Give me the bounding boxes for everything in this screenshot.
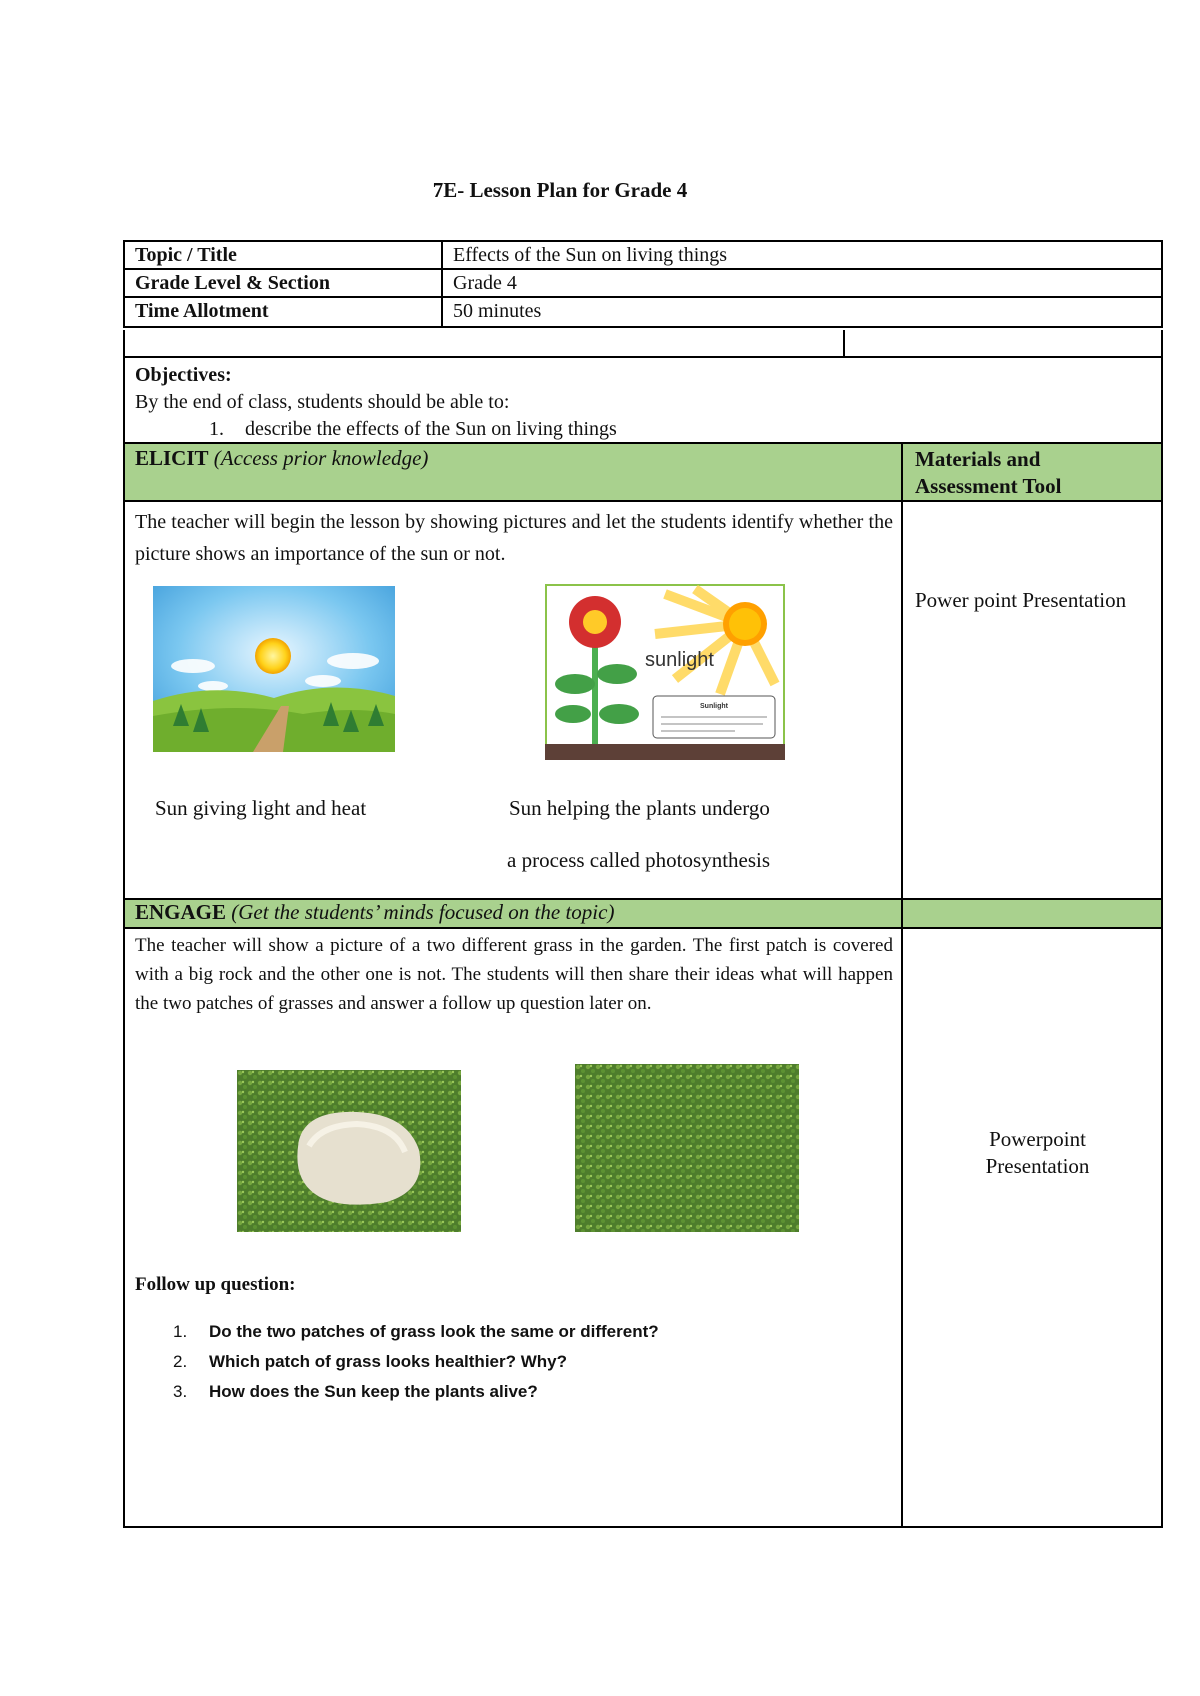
info-label: Topic / Title	[125, 242, 443, 268]
caption-sun-light-heat: Sun giving light and heat	[155, 796, 367, 820]
objectives-heading: Objectives:	[135, 364, 232, 386]
elicit-material: Power point Presentation	[915, 588, 1127, 612]
objectives-section	[135, 362, 617, 443]
objective-item	[135, 416, 617, 443]
info-label: Grade Level & Section	[125, 270, 443, 296]
lesson-table	[123, 356, 1163, 1528]
engage-material: Powerpoint Presentation	[985, 1127, 1090, 1178]
elicit-heading: ELICIT	[135, 446, 209, 470]
info-value: Effects of the Sun on living things	[453, 244, 728, 266]
objective-text: describe the effects of the Sun on living things	[245, 418, 617, 440]
blank-row	[123, 330, 1163, 358]
info-table	[123, 240, 1163, 328]
sun-icon	[255, 638, 291, 674]
objective-num: 1.	[209, 418, 224, 440]
svg-text:Sunlight: Sunlight	[700, 703, 728, 710]
objectives-intro: By the end of class, students should be able to:	[135, 391, 510, 413]
caption-photosynthesis-2: a process called photosynthesis	[507, 848, 771, 872]
sunlight-label: sunlight	[645, 649, 714, 671]
question-item: 3. How does the Sun keep the plants alive?	[173, 1382, 538, 1401]
elicit-header	[135, 446, 428, 471]
materials-header: Materials and Assessment Tool	[915, 447, 1062, 498]
grass-patch-image	[575, 1064, 799, 1232]
engage-header	[135, 900, 614, 925]
rock-on-grass-image	[237, 1070, 461, 1232]
info-row-time	[125, 298, 1161, 326]
page-title: 7E- Lesson Plan for Grade 4	[432, 178, 688, 202]
info-value: Grade 4	[453, 272, 517, 294]
question-item: 2. Which patch of grass looks healthier? Why?	[173, 1352, 567, 1371]
elicit-subheading: (Access prior knowledge)	[213, 446, 429, 470]
info-value: 50 minutes	[453, 300, 542, 322]
caption-photosynthesis-1: Sun helping the plants undergo	[509, 796, 770, 820]
info-label: Time Allotment	[125, 298, 443, 326]
engage-heading: ENGAGE	[135, 900, 227, 924]
info-row-grade	[125, 270, 1161, 298]
info-row-topic	[125, 242, 1161, 270]
followup-heading: Follow up question:	[135, 1274, 296, 1295]
engage-subheading: (Get the students’ minds focused on the topic)	[231, 900, 615, 924]
engage-text: The teacher will show a picture of a two different grass in the garden. The first patch is covered with a big rock and the other one is not. The students will then share their ideas what will happen the two patches of grasses and answer a follow up question later on.	[135, 935, 893, 1014]
photosynthesis-image	[545, 584, 785, 760]
question-item: 1. Do the two patches of grass look the same or different?	[173, 1322, 659, 1341]
elicit-text: The teacher will begin the lesson by showing pictures and let the students identify whether the picture shows an importance of the sun or not.	[135, 511, 893, 565]
sun-landscape-image	[153, 586, 395, 752]
